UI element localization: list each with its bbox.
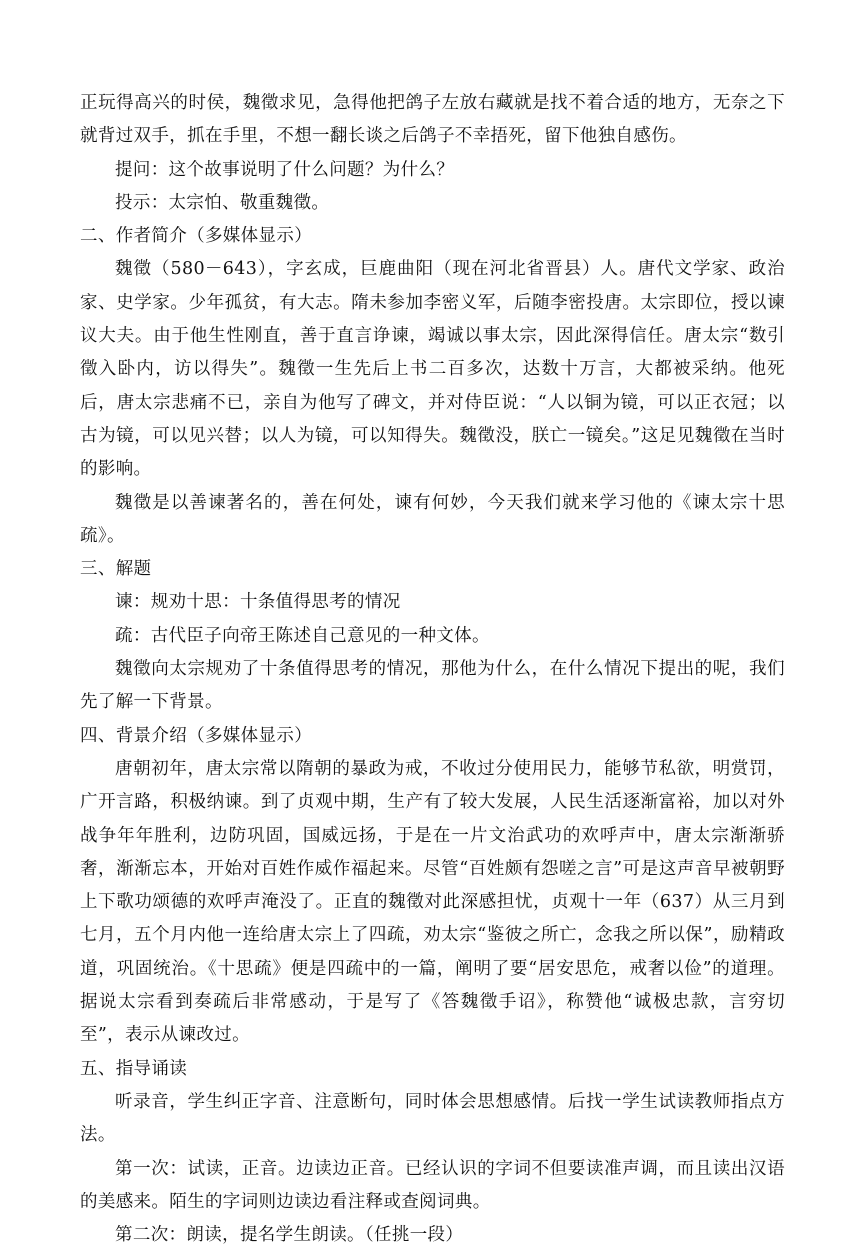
section-heading-background: 四、背景介绍（多媒体显示） [80,725,313,746]
body-paragraph: 魏徵向太宗规劝了十条值得思考的情况，那他为什么，在什么情况下提出的呢，我们先了解一下背景。 [80,659,785,713]
body-paragraph: 第一次：试读，正音。边读边正音。已经认识的字词不但要读准声调，而且读出汉语的美感来。陌生的字词则边读边看注释或查阅词典。 [80,1158,785,1212]
document-body [80,87,785,1252]
definition-paragraph: 谏：规劝十思：十条值得思考的情况 [115,592,401,613]
question-paragraph: 提问：这个故事说明了什么问题？为什么？ [115,159,455,180]
author-biography-paragraph: 魏徵（580－643），字玄成，巨鹿曲阳（现在河北省晋县）人。唐代文学家、政治家、史学家。少年孤贫，有大志。隋未参加李密义军，后随李密投唐。太宗即位，授以谏议大夫。由于他生性刚直，善于直言诤谏，竭诚以事太宗，因此深得信任。唐太宗“数引徵入卧内，访以得失”。魏徵一生先后上书二百多次，达数十万言，大都被采纳。他死后，唐太宗悲痛不已，亲自为他写了碑文，并对侍臣说：“人以铜为镜，可以正衣冠；以古为镜，可以见兴替；以人为镜，可以知得失。魏徵没，朕亡一镜矣。”这足见魏徵在当时的影响。 [80,259,785,480]
section-heading-title-explanation: 三、解题 [80,559,152,580]
section-heading-author: 二、作者简介（多媒体显示） [80,226,313,247]
section-heading-reading-guide: 五、指导诵读 [80,1058,188,1079]
body-paragraph: 听录音，学生纠正字音、注意断句，同时体会思想感情。后找一学生试读教师指点方法。 [80,1091,785,1146]
answer-paragraph: 投示：太宗怕、敬重魏徵。 [115,192,330,213]
body-paragraph: 正玩得高兴的时侯，魏徵求见，急得他把鸽子左放右藏就是找不着合适的地方，无奈之下就背过双手，抓在手里，不想一翻长谈之后鸽子不幸捂死，留下他独自感伤。 [80,93,785,147]
body-paragraph: 第二次：朗读，提名学生朗读。（任挑一段） [115,1225,464,1246]
background-paragraph: 唐朝初年，唐太宗常以隋朝的暴政为戒，不收过分使用民力，能够节私欲，明赏罚，广开言路，积极纳谏。到了贞观中期，生产有了较大发展，人民生活逐渐富裕，加以对外战争年年胜利，边防巩固，国威远扬，于是在一片文治武功的欢呼声中，唐太宗渐渐骄奢，渐渐忘本，开始对百姓作威作福起来。尽管“百姓颇有怨嗟之言”可是这声音早被朝野上下歌功颂德的欢呼声淹没了。正直的魏徵对此深感担忧，贞观十一年（637）从三月到七月，五个月内他一连给唐太宗上了四疏，劝太宗“鉴彼之所亡，念我之所以保”，励精政道，巩固统治。《十思疏》便是四疏中的一篇，阐明了要“居安思危，戒奢以俭”的道理。据说太宗看到奏疏后非常感动，于是写了《答魏徵手诏》，称赞他“诚极忠款，言穷切至”，表示从谏改过。 [80,758,785,1046]
definition-paragraph: 疏：古代臣子向帝王陈述自己意见的一种文体。 [115,625,490,646]
body-paragraph: 魏徵是以善谏著名的，善在何处，谏有何妙，今天我们就来学习他的《谏太宗十思疏》。 [80,492,785,546]
